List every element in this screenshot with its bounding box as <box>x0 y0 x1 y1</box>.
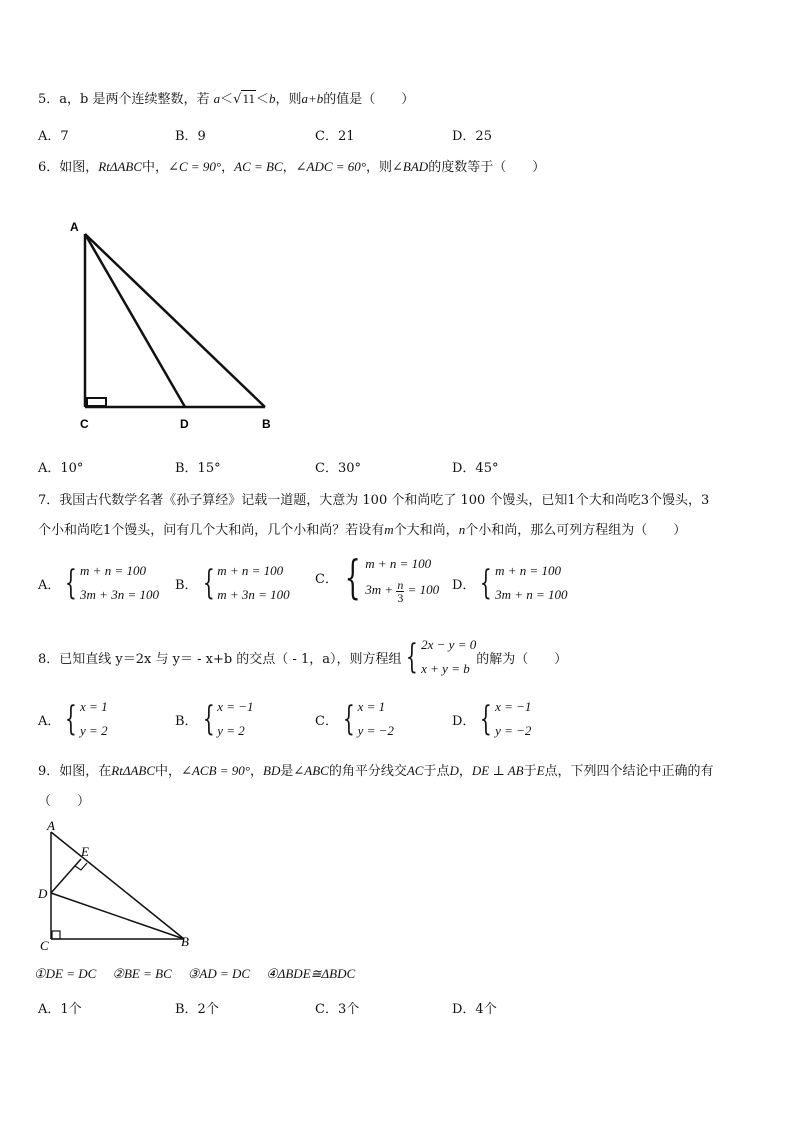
brace: { <box>344 550 361 605</box>
option-label: A． <box>38 577 61 593</box>
option-a[interactable]: A．7 <box>38 129 69 144</box>
question-number: 7． <box>38 493 60 508</box>
option-label: D． <box>452 577 476 593</box>
brace: { <box>480 699 493 739</box>
option-c[interactable]: C．30° <box>315 461 361 476</box>
triangle-figure-q6 <box>60 215 290 435</box>
right-angle-mark <box>87 398 106 406</box>
stem-text: 如图，在 <box>59 764 112 779</box>
conclusion-4: ④ΔBDE≅ΔBDC <box>266 966 356 981</box>
brace: { <box>65 699 78 739</box>
label-b: B <box>262 417 271 431</box>
option-label: A． <box>38 713 61 729</box>
question-number: 5． <box>38 92 60 107</box>
math-m: m <box>384 522 394 537</box>
question-7-stem-line1 <box>38 489 709 508</box>
math-angle: ∠BAD <box>392 159 429 174</box>
option-a[interactable] <box>38 559 159 607</box>
question-number: 9． <box>38 764 60 779</box>
equation: 3m + n = 100 <box>495 587 568 602</box>
option-d[interactable] <box>452 559 568 607</box>
conclusion-3: ③AD = DC <box>187 966 251 981</box>
stem-text: 的解为（ ） <box>476 651 568 667</box>
math-expression: a+b <box>301 91 324 106</box>
equation: m + n = 100 <box>365 556 432 571</box>
stem-text: 个大和尚， <box>393 523 459 538</box>
math-equality: AC = BC <box>234 159 283 174</box>
equation: m + n = 100 <box>80 563 146 578</box>
option-label: B． <box>175 713 198 729</box>
brace: { <box>406 637 419 677</box>
option-b[interactable] <box>175 695 254 743</box>
stem-text: 已知直线 y＝2x 与 y＝ - x+b 的交点（ - 1，a），则方程组 <box>59 651 402 667</box>
stem-text: 个小和尚吃1个馒头，问有几个大和尚，几个小和尚？若设有 <box>38 523 385 538</box>
option-b[interactable]: B．2个 <box>175 1002 219 1017</box>
stem-text: ， <box>282 160 296 175</box>
question-9-stem <box>38 760 714 779</box>
label-a: A <box>70 220 79 234</box>
stem-text: ， <box>458 764 472 779</box>
question-6-stem <box>38 156 545 175</box>
equation: y = −2 <box>357 723 394 738</box>
equation: x = 1 <box>357 699 386 714</box>
brace: { <box>342 699 355 739</box>
stem-text: 个小和尚，那么可列方程组为（ ） <box>465 523 687 538</box>
equation: 2x − y = 0 <box>421 637 477 652</box>
label-b: B <box>181 934 189 949</box>
equation: y = 2 <box>80 723 108 738</box>
conclusions-list <box>34 966 355 982</box>
segment-de <box>51 859 81 893</box>
stem-text: ，则 <box>366 160 393 175</box>
question-8-stem <box>38 633 567 681</box>
stem-text: 我国古代数学名著《孙子算经》记载一道题，大意为 100 个和尚吃了 100 个馒头，已知1个大和尚吃3个馒头，3 <box>59 493 710 508</box>
option-d[interactable]: D．4个 <box>452 1002 497 1017</box>
option-label: D． <box>452 713 476 729</box>
option-b[interactable]: B．15° <box>175 461 221 476</box>
equation: y = −2 <box>495 723 532 738</box>
equation: x = 1 <box>80 699 108 714</box>
brace: { <box>480 563 493 603</box>
option-label: C． <box>315 571 338 587</box>
math-n: n <box>458 522 466 537</box>
conclusion-1: ①DE = DC <box>34 966 97 981</box>
label-c: C <box>80 417 89 431</box>
math-segment: BD <box>263 763 281 778</box>
option-label: C． <box>315 713 338 729</box>
equation: m + n = 100 <box>217 563 284 578</box>
segment-ad <box>85 234 185 407</box>
question-9-paren: （ ） <box>38 794 91 809</box>
denominator: 3 <box>397 590 404 605</box>
stem-text: ， <box>249 764 263 779</box>
math-b: b <box>268 91 276 106</box>
question-number: 8． <box>38 651 60 667</box>
option-a[interactable] <box>38 695 108 743</box>
label-d: D <box>180 417 189 431</box>
stem-text: 的值是（ ） <box>323 92 415 107</box>
math-angle: ∠C = 90° <box>168 159 222 174</box>
brace: { <box>202 563 215 603</box>
numerator: n <box>397 577 404 592</box>
question-number: 6． <box>38 160 60 175</box>
option-c[interactable]: C．21 <box>315 129 355 144</box>
math-a: a <box>213 91 221 106</box>
right-angle-mark-c <box>52 931 60 939</box>
option-label: B． <box>175 577 198 593</box>
math-point: D <box>449 763 459 778</box>
math-angle: ∠ADC = 60° <box>295 159 367 174</box>
equation: x = −1 <box>495 699 532 714</box>
equation-part: 3m + <box>365 582 397 597</box>
math-point: E <box>536 763 545 778</box>
side-ab <box>51 832 184 939</box>
stem-text: 于 <box>523 764 537 779</box>
math-angle: ∠ABC <box>293 763 329 778</box>
conclusion-2: ②BE = BC <box>112 966 172 981</box>
equation: m + n = 100 <box>495 563 562 578</box>
question-5-stem <box>38 88 414 107</box>
option-a[interactable]: A．1个 <box>38 1002 82 1017</box>
math-triangle: RtΔABC <box>98 159 143 174</box>
equation-part: = 100 <box>404 582 440 597</box>
stem-text: 中， <box>155 764 182 779</box>
sqrt-sign: √ <box>233 92 242 107</box>
stem-text: 点，下列四个结论中正确的有 <box>544 764 714 779</box>
equation: x + y = b <box>421 661 470 676</box>
stem-text: a，b 是两个连续整数，若 <box>59 92 214 107</box>
option-c[interactable]: C．3个 <box>315 1002 360 1017</box>
option-d[interactable]: D．45° <box>452 461 499 476</box>
side-ab <box>85 234 265 407</box>
question-7-stem-line2 <box>38 519 686 538</box>
stem-text: 是 <box>280 764 294 779</box>
label-d: D <box>38 886 48 901</box>
math-angle: ∠ACB = 90° <box>181 763 250 778</box>
equation: y = 2 <box>217 723 245 738</box>
stem-text: 的角平分线交 <box>328 764 407 779</box>
option-a[interactable]: A．10° <box>38 461 84 476</box>
stem-text: 于点 <box>423 764 450 779</box>
equation: 3m + 3n = 100 <box>80 587 159 602</box>
less-than-sign: ＜ <box>220 92 234 107</box>
brace: { <box>202 699 215 739</box>
option-d[interactable]: D．25 <box>452 129 492 144</box>
option-c[interactable] <box>315 695 394 743</box>
stem-text: 如图， <box>59 160 99 175</box>
stem-text: ， <box>221 160 235 175</box>
brace: { <box>65 563 78 603</box>
triangle-figure-q9 <box>34 818 204 954</box>
label-c: C <box>40 938 49 953</box>
label-a: A <box>47 818 55 833</box>
option-d[interactable] <box>452 695 531 743</box>
label-e: E <box>81 844 89 859</box>
option-b[interactable] <box>175 559 290 607</box>
option-c[interactable] <box>315 551 439 604</box>
math-perpendicular: DE ⊥ AB <box>471 763 524 778</box>
segment-bd <box>51 893 184 939</box>
radicand: 11 <box>242 91 255 106</box>
equation: x = −1 <box>217 699 254 714</box>
stem-text: 中， <box>142 160 169 175</box>
stem-text: ，则 <box>275 92 302 107</box>
less-than-sign: ＜ <box>255 92 269 107</box>
math-triangle: RtΔABC <box>111 763 156 778</box>
math-segment: AC <box>406 763 424 778</box>
option-b[interactable]: B．9 <box>175 129 206 144</box>
equation <box>365 577 439 604</box>
equation: m + 3n = 100 <box>217 587 290 602</box>
stem-text: 的度数等于（ ） <box>428 160 546 175</box>
